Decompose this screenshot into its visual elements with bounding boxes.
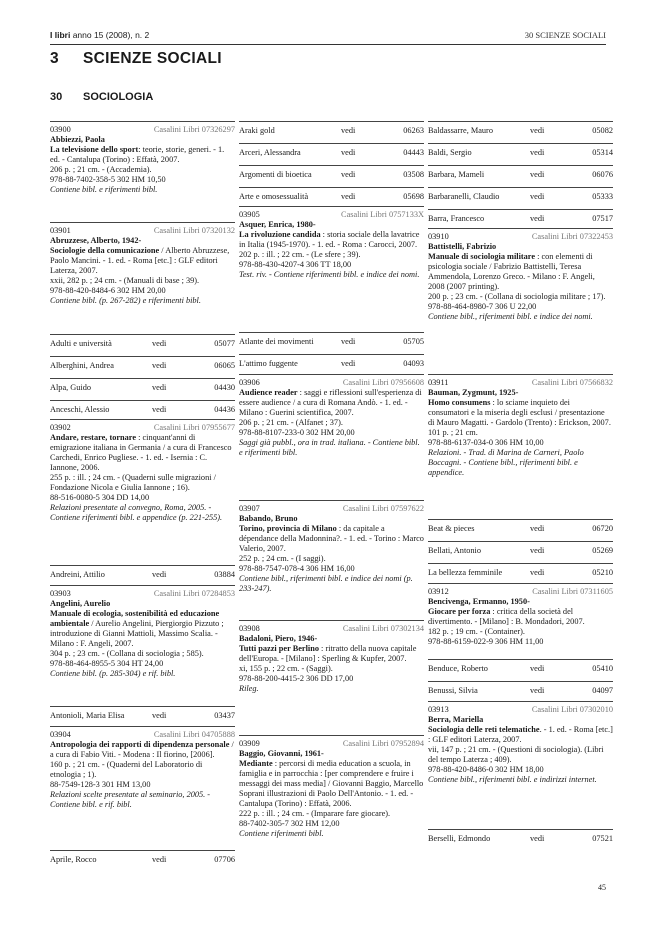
cross-reference: Adulti e università vedi 05077: [50, 334, 235, 353]
cross-reference: Anceschi, Alessio vedi 04436: [50, 400, 235, 419]
cross-reference: Baldassarre, Mauro vedi 05082: [428, 121, 613, 140]
cross-reference: Atlante dei movimenti vedi 05705: [239, 332, 424, 351]
entry-03901: 03901 Casalini Libri 07320132 Abruzzese, Alberto, 1942- Sociologie della comunicazione / Alberto Abruzzese, Paolo Mancini. - 1. ed. - Roma [etc.] : GLF editori Laterza, 2007. xxii, 282 p. ; 24 cm. - (Manuali di base ; 39). 978-88-420-8484-6 302 HM 20,00 Contiene bibl. (p. 267-282) e riferimenti bibl.: [50, 222, 235, 306]
running-header-left: I libri anno 15 (2008), n. 2: [50, 30, 150, 40]
entry-03902: 03902 Casalini Libri 07955677 Andare, restare, tornare : cinquant'anni di emigrazione italiana in Germania / a cura di Francesco Carchedi, Enrico Pugliese. - 1. ed. - Isernia : C. Iannone, 2006. 255 p. : ill. ; 24 cm. - (Quaderni sulle migrazioni / Fondazione Nicola e Giulia Iannone ; 16). 88-516-0080-5 304 DD 14,00 Relazioni presentate al convegno, Roma, 2005. - Contiene riferimenti bibl. e appendice (p. 221-255).: [50, 419, 235, 523]
entry-03909: 03909 Casalini Libri 07952894 Baggio, Giovanni, 1961- Mediante : percorsi di media education a scuola, in famiglia e in parrocchia : [per comprendere e fruire i messaggi dei mass media] / Giovanni Baggio, Marcello Soprani illustrazioni di Paolo Dell'Antonio. - 1. ed. - Cantalupa (Torino) : Effatà, 2006. 222 p. : ill. ; 24 cm. - (Imparare fare giocare). 88-7402-305-7 302 HM 12,00 Contiene riferimenti bibl.: [239, 735, 424, 839]
cross-reference: Argomenti di bioetica vedi 03508: [239, 165, 424, 184]
header-rule: [50, 44, 606, 45]
page-number: 45: [598, 883, 606, 892]
cross-reference: Araki gold vedi 06263: [239, 121, 424, 140]
cross-reference: Bellati, Antonio vedi 05269: [428, 541, 613, 560]
cross-reference: Berselli, Edmondo vedi 07521: [428, 829, 613, 848]
subsection-title: 30 SOCIOLOGIA: [50, 91, 154, 103]
cross-reference: Barbara, Mameli vedi 06076: [428, 165, 613, 184]
cross-reference: Benduce, Roberto vedi 05410: [428, 659, 613, 678]
cross-reference: Benussi, Silvia vedi 04097: [428, 681, 613, 700]
entry-03904: 03904 Casalini Libri 04705888 Antropologia dei rapporti di dipendenza personale / a cura di Fabio Viti. - Modena : Il fiorino, [2006]. 160 p. ; 21 cm. - (Quaderni del Laboratorio di etnologia ; 1). 88-7549-128-3 301 HM 13,00 Relazioni scelte presentate al seminario, 2005. - Contiene bibl. e rif. bibl.: [50, 726, 235, 810]
running-header-right: 30 SCIENZE SOCIALI: [524, 30, 606, 40]
cross-reference: Aprile, Rocco vedi 07706: [50, 850, 235, 869]
cross-reference: Barra, Francesco vedi 07517: [428, 209, 613, 228]
cross-reference: Beat & pieces vedi 06720: [428, 519, 613, 538]
cross-reference: Alpa, Guido vedi 04430: [50, 378, 235, 397]
entry-03908: 03908 Casalini Libri 07302134 Badaloni, Piero, 1946- Tutti pazzi per Berlino : ritratto della nuova capitale dell'Europa. - [Milano] : Sperling & Kupfer, 2007. xi, 155 p. ; 22 cm. - (Saggi). 978-88-200-4415-2 306 DD 17,00 Rileg.: [239, 620, 424, 694]
cross-reference: Andreini, Attilio vedi 03884: [50, 565, 235, 584]
entry-03905: 03905 Casalini Libri 0757133X Asquer, Enrica, 1980- La rivoluzione candida : storia sociale della lavatrice in Italia (1945-1970). - 1. ed. - Roma : Carocci, 2007. 202 p. : ill. ; 22 cm. - (Le sfere ; 39). 978-88-430-4207-4 306 TT 18,00 Test. riv. - Contiene riferimenti bibl. e indice dei nomi.: [239, 206, 424, 280]
cross-reference: Antonioli, Maria Elisa vedi 03437: [50, 706, 235, 725]
entry-03907: 03907 Casalini Libri 07597622 Babando, Bruno Torino, provincia di Milano : da capitale a dépendance della Madonnina?. - 1. ed. - Torino : Marco Valerio, 2007. 252 p. ; 24 cm. - (I saggi). 978-88-7547-078-4 306 HM 16,00 Contiene bibl., riferimenti bibl. e indice dei nomi (p. 233-247).: [239, 500, 424, 594]
section-title: 3 SCIENZE SOCIALI: [50, 50, 222, 67]
cross-reference: Baldi, Sergio vedi 05314: [428, 143, 613, 162]
entry-03900: 03900 Casalini Libri 07326297 Abbiezzi, Paola La televisione dello sport: teorie, storie, generi. - 1. ed. - Cantalupa (Torino) : Effatà, 2007. 206 p. ; 21 cm. - (Accademia). 978-88-7402-358-5 302 HM 10,50 Contiene bibl. e riferimenti bibl.: [50, 121, 235, 195]
cross-reference: La bellezza femminile vedi 05210: [428, 563, 613, 582]
entry-03911: 03911 Casalini Libri 07566832 Bauman, Zygmunt, 1925- Homo consumens : lo sciame inquieto dei consumatori e la miseria degli esclusi / presentazione di Mauro Magatti. - Gardolo (Trento) : Erickson, 2007. 101 p. ; 21 cm. 978-88-6137-034-0 306 HM 10,00 Relazioni. - Trad. di Marina de Carneri, Paolo Boccagni. - Contiene bibl., riferimenti bibl. e appendice.: [428, 374, 613, 478]
entry-03913: 03913 Casalini Libri 07302010 Berra, Mariella Sociologia delle reti telematiche. - 1. ed. - Roma [etc.] : GLF editori Laterza, 2007. vii, 147 p. ; 21 cm. - (Questioni di sociologia). (Libri del tempo Laterza ; 409). 978-88-420-8486-0 302 HM 18,00 Contiene bibl., riferimenti bibl. e indirizzi internet.: [428, 701, 613, 785]
cross-reference: Arte e omosessualità vedi 05698: [239, 187, 424, 206]
entry-03903: 03903 Casalini Libri 07284853 Angelini, Aurelio Manuale di ecologia, sostenibilità ed educazione ambientale / Aurelio Angelini, Piergiorgio Pizzuto ; introduzione di Gianni Mattioli, Massimo Scalia. - Milano : F. Angeli, 2007. 304 p. ; 23 cm. - (Collana di sociologia ; 585). 978-88-464-8955-5 304 HT 24,00 Contiene bibl. (p. 285-304) e rif. bibl.: [50, 585, 235, 679]
cross-reference: Alberghini, Andrea vedi 06065: [50, 356, 235, 375]
entry-03910: 03910 Casalini Libri 07322453 Battistelli, Fabrizio Manuale di sociologia militare : con elementi di psicologia sociale / Fabrizio Battistelli, Teresa Ammendola, Lorenzo Greco. - Milano : F. Angeli, 2008 (2007 printing). 200 p. ; 23 cm. - (Collana di sociologia militare ; 17). 978-88-464-8980-7 306 U 22,00 Contiene bibl., riferimenti bibl. e indice dei nomi.: [428, 228, 613, 322]
entry-03912: 03912 Casalini Libri 07311605 Bencivenga, Ermanno, 1950- Giocare per forza : critica della società del divertimento. - [Milano] : B. Mondadori, 2007. 182 p. ; 19 cm. - (Container). 978-88-6159-022-9 306 HM 11,00: [428, 583, 613, 647]
cross-reference: L'attimo fuggente vedi 04093: [239, 354, 424, 373]
entry-03906: 03906 Casalini Libri 07956608 Audience reader : saggi e riflessioni sull'esperienza di essere audience / a cura di Romana Andò. - 1. ed. - Milano : Guerini scientifica, 2007. 206 p. ; 21 cm. - (Alfanet ; 37). 978-88-8107-233-0 302 HM 20,00 Saggi già pubbl., ora in trad. italiana. - Contiene bibl. e riferimenti bibl.: [239, 374, 424, 458]
cross-reference: Arceri, Alessandra vedi 04443: [239, 143, 424, 162]
cross-reference: Barbaranelli, Claudio vedi 05333: [428, 187, 613, 206]
